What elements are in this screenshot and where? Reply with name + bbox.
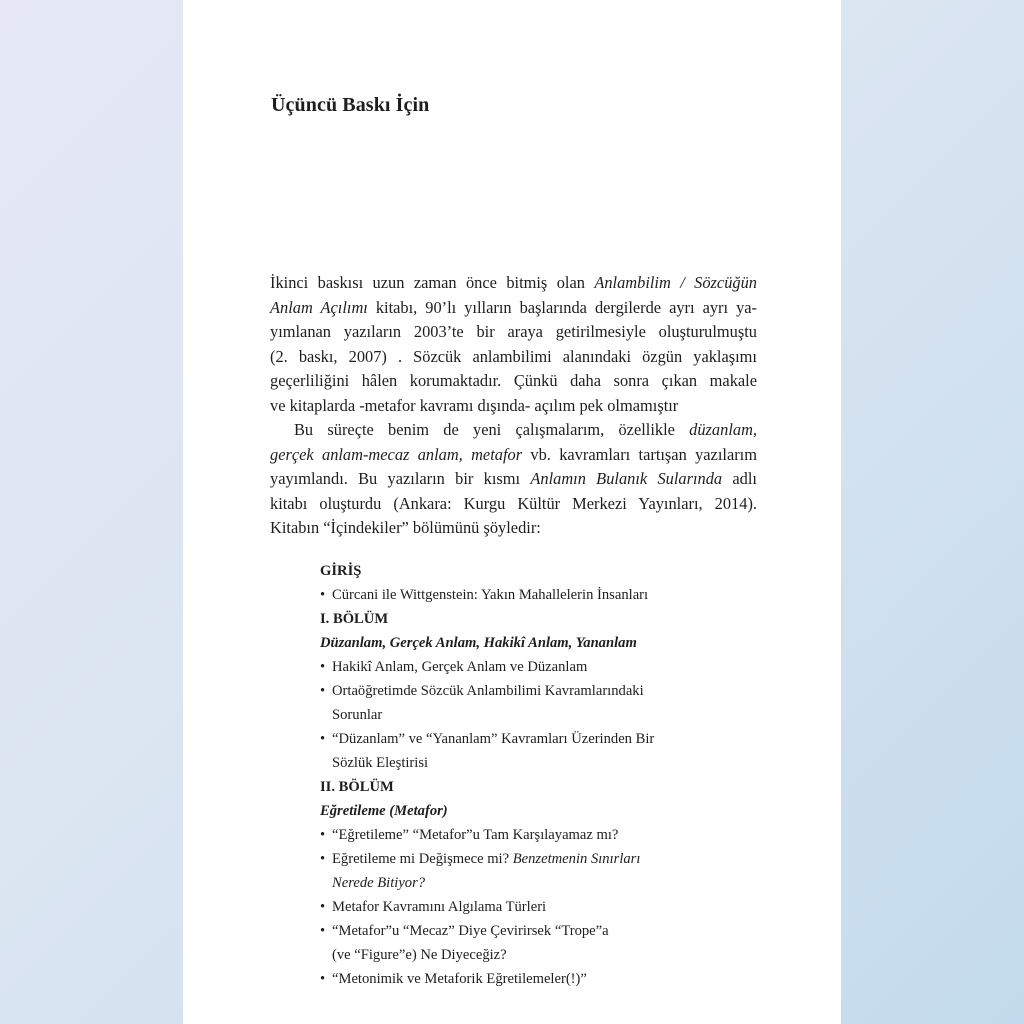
toc-item-text: Cürcani ile Wittgenstein: Yakın Mahallelerin İnsanları bbox=[332, 587, 649, 603]
toc-item bbox=[320, 847, 740, 895]
toc-item bbox=[320, 679, 740, 727]
bullet-icon: • bbox=[320, 587, 326, 603]
toc-item-text bbox=[332, 847, 740, 871]
bullet-icon: • bbox=[320, 827, 326, 843]
italic-title: Anlambilim / Sözcüğün bbox=[594, 273, 757, 292]
bullet-icon: • bbox=[320, 731, 326, 747]
bullet-icon: • bbox=[320, 851, 326, 867]
toc-item bbox=[320, 583, 740, 607]
italic-term: düzanlam, bbox=[689, 420, 757, 439]
toc-section-title: Eğretileme (Metafor) bbox=[320, 803, 448, 819]
bullet-icon: • bbox=[320, 899, 326, 915]
bullet-icon: • bbox=[320, 971, 326, 987]
paragraph-1-line: (2. baskı, 2007) . Sözcük anlambilimi alanındaki özgün yaklaşımı bbox=[270, 346, 757, 366]
toc-section-heading: GİRİŞ bbox=[320, 563, 362, 579]
italic-text: Benzetmenin Sınırları bbox=[512, 851, 641, 867]
paragraph-1-line: ve kitaplarda -metafor kavramı dışında- açılım pek olmamıştır bbox=[270, 395, 679, 415]
toc-item-text: Sorunlar bbox=[332, 707, 383, 723]
paragraph-1-line bbox=[270, 296, 757, 321]
toc-item-text: “Metafor”u “Mecaz” Diye Çevirirsek “Trope”a bbox=[332, 923, 609, 939]
toc-item-text: Ortaöğretimde Sözcük Anlambilimi Kavramlarındaki bbox=[332, 683, 644, 699]
text-run: kitabı, 90’lı yılların başlarında dergilerde ayrı ayrı ya- bbox=[367, 297, 757, 317]
italic-title: Anlamın Bulanık Sularında bbox=[530, 469, 723, 488]
page-heading: Üçüncü Baskı İçin bbox=[271, 94, 430, 116]
paragraph-1-line bbox=[270, 271, 757, 296]
text-run: adlı bbox=[722, 469, 757, 488]
paragraph-1-line: geçerliliğini hâlen korumaktadır. Çünkü daha sonra çıkan makale bbox=[270, 371, 757, 390]
table-of-contents bbox=[320, 559, 740, 991]
text-run: Bu süreçte benim de yeni çalışmalarım, özellikle bbox=[294, 420, 690, 439]
toc-section-title: Düzanlam, Gerçek Anlam, Hakikî Anlam, Yananlam bbox=[320, 635, 637, 651]
paragraph-2-line bbox=[270, 443, 757, 468]
text-run: vb. kavramları tartışan yazılarım bbox=[522, 444, 757, 464]
italic-term: gerçek anlam-mecaz anlam, metafor bbox=[270, 444, 523, 464]
toc-item-text: Sözlük Eleştirisi bbox=[332, 755, 429, 771]
toc-item bbox=[320, 655, 740, 679]
toc-section-heading: II. BÖLÜM bbox=[320, 779, 394, 795]
paragraph-2-line bbox=[270, 418, 757, 443]
book-page bbox=[183, 0, 841, 1024]
toc-item bbox=[320, 823, 740, 847]
text-run: Eğretileme mi Değişmece mi? bbox=[332, 851, 513, 867]
toc-item bbox=[320, 727, 740, 775]
paragraph-2-line bbox=[270, 467, 757, 492]
bullet-icon: • bbox=[320, 683, 326, 699]
toc-item-text: “Düzanlam” ve “Yananlam” Kavramları Üzerinden Bir bbox=[332, 731, 655, 747]
paragraph-2-line: Kitabın “İçindekiler” bölümünü şöyledir: bbox=[270, 518, 541, 537]
toc-item-text: “Eğretileme” “Metafor”u Tam Karşılayamaz mı? bbox=[332, 827, 619, 843]
toc-section-heading: I. BÖLÜM bbox=[320, 611, 389, 627]
text-run: yayımlandı. Bu yazıların bir kısmı bbox=[270, 469, 531, 488]
body-text bbox=[270, 271, 757, 541]
toc-item bbox=[320, 967, 740, 991]
toc-item bbox=[320, 919, 740, 967]
italic-text: Nerede Bitiyor? bbox=[332, 875, 426, 891]
paragraph-2-line: kitabı oluşturdu (Ankara: Kurgu Kültür Merkezi Yayınları, 2014). bbox=[270, 493, 757, 513]
toc-item-text: “Metonimik ve Metaforik Eğretilemeler(!)” bbox=[332, 971, 587, 987]
paragraph-1-line: yımlanan yazıların 2003’te bir araya getirilmesiyle oluşturulmuştu bbox=[270, 322, 757, 341]
toc-item-text: Hakikî Anlam, Gerçek Anlam ve Düzanlam bbox=[332, 659, 588, 675]
toc-item bbox=[320, 895, 740, 919]
bullet-icon: • bbox=[320, 659, 326, 675]
italic-title: Anlam Açılımı bbox=[270, 297, 368, 317]
toc-item-text: (ve “Figure”e) Ne Diyeceğiz? bbox=[332, 947, 507, 963]
bullet-icon: • bbox=[320, 923, 326, 939]
text-run: İkinci baskısı uzun zaman önce bitmiş olan bbox=[270, 273, 595, 292]
toc-item-text: Metafor Kavramını Algılama Türleri bbox=[332, 899, 547, 915]
